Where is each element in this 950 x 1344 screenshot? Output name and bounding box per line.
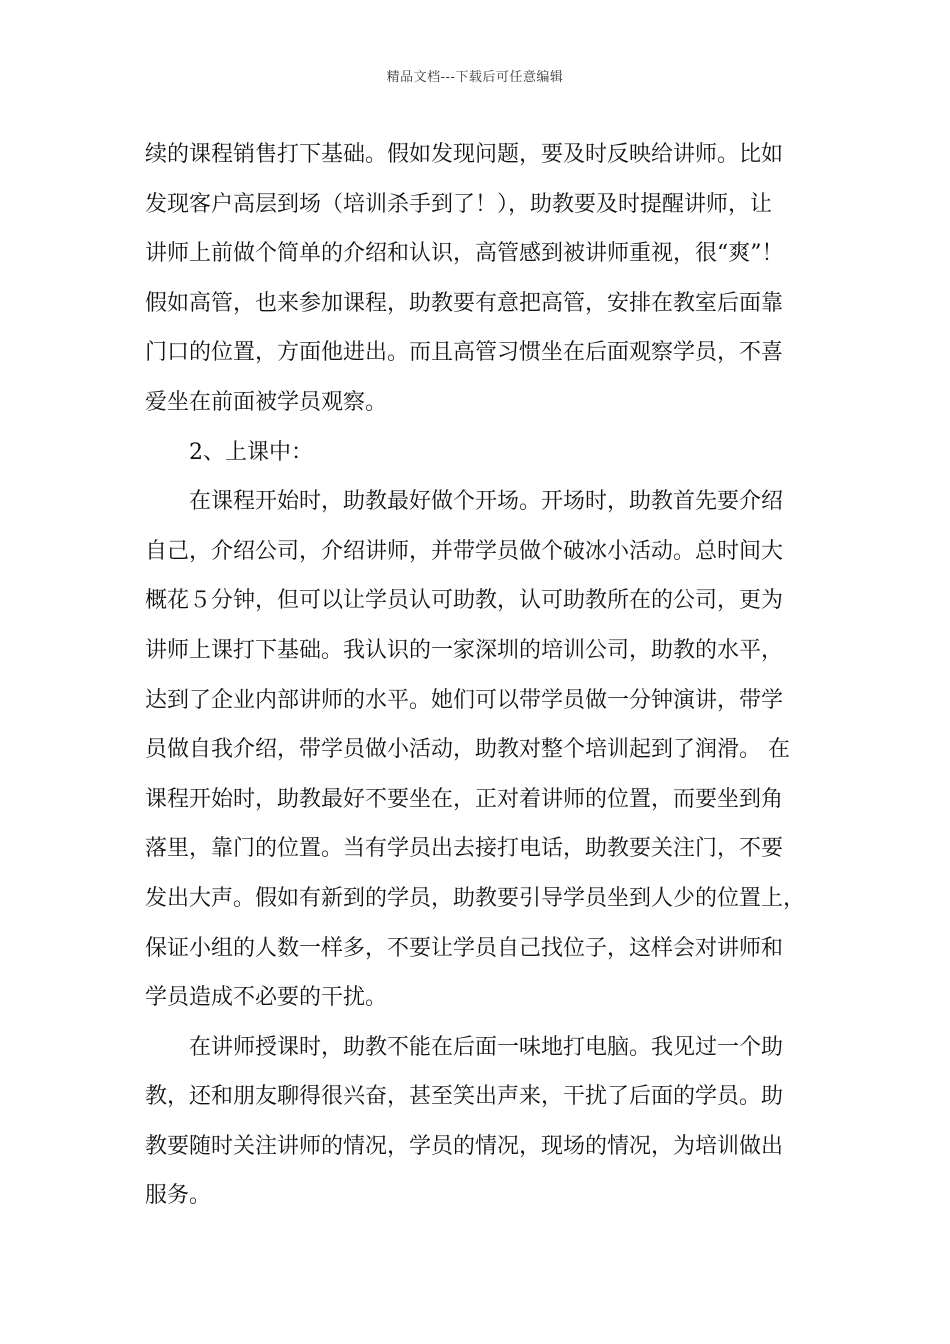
- text-line: 学员造成不必要的干扰。: [145, 985, 388, 1011]
- paragraph-course-start: [145, 477, 815, 1023]
- text-line: 发出大声。假如有新到的学员，助教要引导学员坐到人少的位置上，: [145, 885, 806, 911]
- document-body: [145, 130, 815, 1221]
- text-line: 概花５分钟，但可以让学员认可助教，认可助教所在的公司，更为: [145, 588, 784, 614]
- text-line: 发现客户高层到场（培训杀手到了！），助教要及时提醒讲师，让: [145, 191, 773, 217]
- text-line: 服务。: [145, 1183, 212, 1209]
- text-line: 落里，靠门的位置。当有学员出去接打电话，助教要关注门，不要: [145, 836, 784, 862]
- page-header: 精品文档---下载后可任意编辑: [386, 70, 564, 85]
- text-line: 假如高管，也来参加课程，助教要有意把高管，安排在教室后面靠: [145, 290, 784, 316]
- text-line: 在讲师授课时，助教不能在后面一味地打电脑。我见过一个助: [189, 1034, 784, 1060]
- text-line: 自己，介绍公司，介绍讲师，并带学员做个破冰小活动。总时间大: [145, 538, 784, 564]
- text-line: 员做自我介绍，带学员做小活动，助教对整个培训起到了润滑。 在: [145, 737, 790, 763]
- paragraph-during-lecture: [145, 1023, 815, 1221]
- text-line: 教要随时关注讲师的情况，学员的情况，现场的情况，为培训做出: [145, 1133, 784, 1159]
- text-line: 保证小组的人数一样多，不要让学员自己找位子，这样会对讲师和: [145, 935, 784, 961]
- text-line: 教，还和朋友聊得很兴奋，甚至笑出声来，干扰了后面的学员。助: [145, 1084, 784, 1110]
- text-line: 讲师上课打下基础。我认识的一家深圳的培训公司，助教的水平，: [145, 637, 784, 663]
- text-line: 在课程开始时，助教最好做个开场。开场时，助教首先要介绍: [189, 489, 784, 515]
- section-heading: [145, 428, 815, 478]
- text-line: 讲师上前做个简单的介绍和认识，高管感到被讲师重视，很“爽”！: [145, 241, 784, 267]
- text-line: 爱坐在前面被学员观察。: [145, 389, 388, 415]
- paragraph-continuation: [145, 130, 815, 428]
- text-line: 门口的位置，方面他进出。而且高管习惯坐在后面观察学员，不喜: [145, 340, 784, 366]
- text-line: 课程开始时，助教最好不要坐在，正对着讲师的位置，而要坐到角: [145, 786, 784, 812]
- text-line: 续的课程销售打下基础。假如发现问题，要及时反映给讲师。比如: [145, 142, 784, 167]
- heading-line: 2、上课中：: [189, 439, 313, 465]
- text-line: 达到了企业内部讲师的水平。她们可以带学员做一分钟演讲，带学: [145, 687, 784, 713]
